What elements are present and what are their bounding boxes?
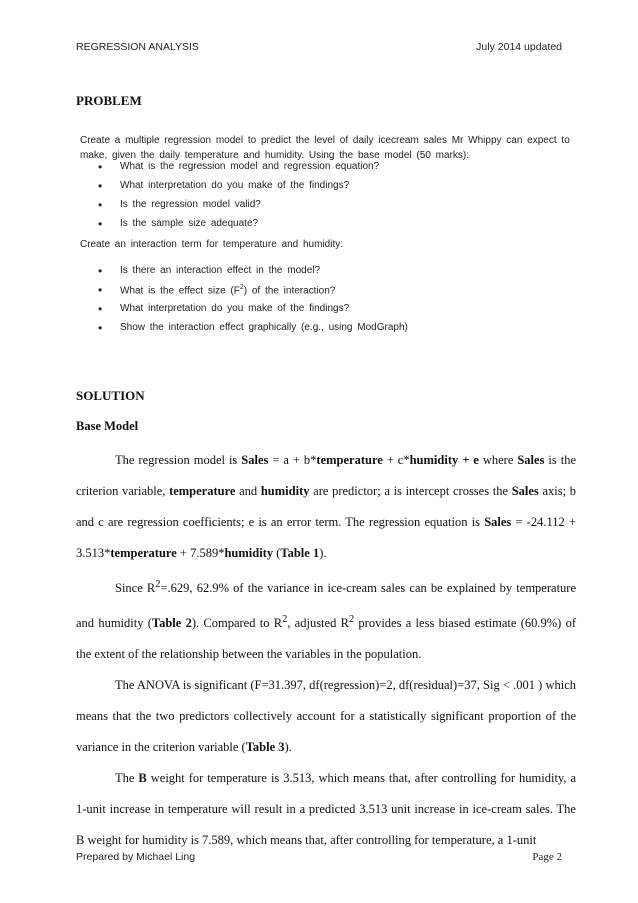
interaction-intro: Create an interaction term for temperature and humidity: [80, 239, 344, 250]
text-segment: What is the effect size (F [120, 285, 240, 297]
base-model-heading: Base Model [76, 419, 139, 433]
superscript: 2 [239, 284, 244, 291]
list-item: • Is the regression model valid? [98, 199, 379, 218]
list-item: • Show the interaction effect graphically (e.g., using ModGraph) [98, 322, 408, 341]
list-item: • Is there an interaction effect in the model? [98, 265, 408, 284]
paragraph-regression-model: The regression model is Sales = a + b*temperature + c*humidity + e where Sales is the criterion variable, temperature and humidity are predictor; a is intercept crosses the Sales axis; b and c are regression coefficients; e is an error term. The regression equation is Sales = -24.112 + 3.513*temperature + 7.589*humidity (Table 1). [76, 453, 576, 560]
list-item: • What interpretation do you make of the findings? [98, 180, 379, 199]
list-item: • Is the sample size adequate? [98, 218, 379, 237]
paragraph-b-weights: The B weight for temperature is 3.513, which means that, after controlling for humidity, a 1-unit increase in temperature will result in a predicted 3.513 unit increase in ice-cream sales. The B weight for humidity is 7.589, which means that, after controlling for temperature, a 1-unit [76, 771, 577, 848]
solution-body [76, 445, 576, 856]
header-date: July 2014 updated [476, 41, 562, 53]
footer-author: Prepared by Michael Ling [76, 851, 196, 863]
list-item: • What interpretation do you make of the findings? [98, 303, 408, 322]
page-number: Page 2 [532, 851, 562, 863]
problem-heading: PROBLEM [76, 93, 142, 108]
list-item: • What is the regression model and regression equation? [98, 161, 379, 180]
header-title: REGRESSION ANALYSIS [76, 41, 199, 53]
problem-question-list [98, 161, 379, 237]
paragraph-anova: The ANOVA is significant (F=31.397, df(regression)=2, df(residual)=37, Sig < .001 ) which means that the two predictors collectively account for a statistically significant proportion of the variance in the criterion variable (Table 3). [76, 678, 576, 755]
problem-intro: Create a multiple regression model to predict the level of daily icecream sales Mr Whippy can expect to make, given the daily temperature and humidity. Using the base model (50 marks): [80, 135, 570, 161]
text-segment: ) of the interaction? [243, 285, 336, 297]
interaction-question-list [98, 265, 408, 341]
solution-heading: SOLUTION [76, 388, 145, 403]
list-item [98, 284, 408, 303]
paragraph-r-squared: Since $R^2=.629$, 62.9% of the variance in ice-cream sales can be explained by temperature and humidity (Table 2). Compared to $R^2$, adjusted $R^2$ provides a less biased estimate (60.9%) of the extent of the relationship between the variables in the population. [76, 579, 577, 662]
